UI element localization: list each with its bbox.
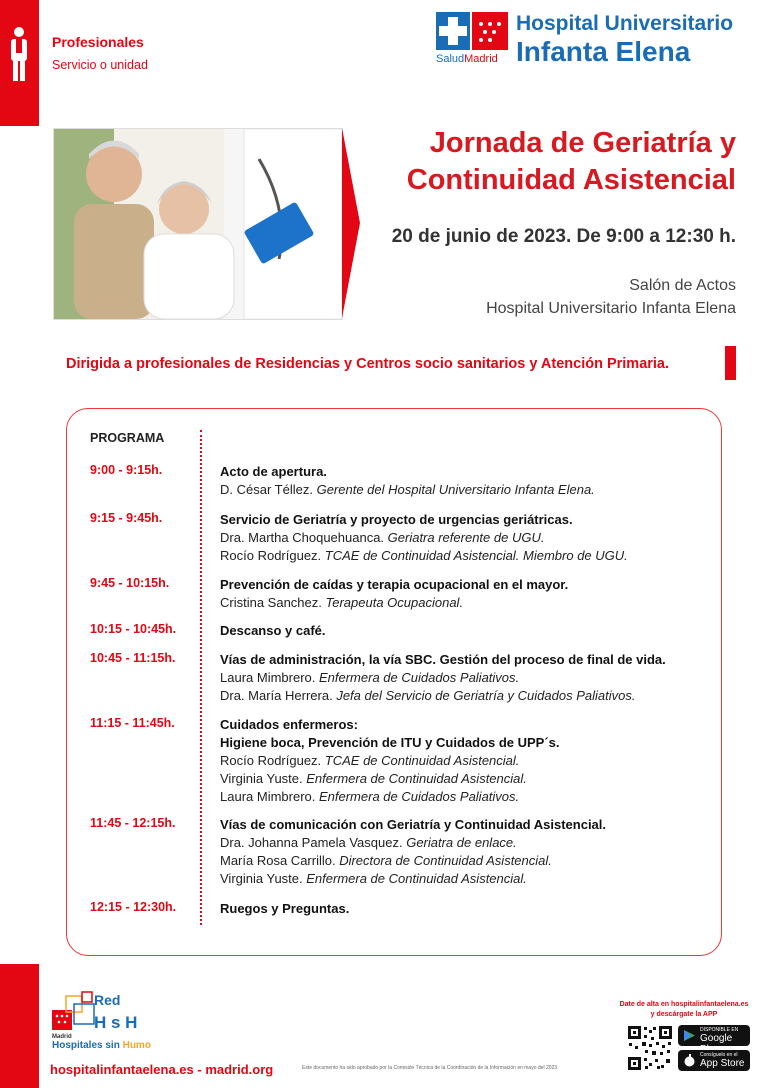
target-audience: Dirigida a profesionales de Residencias y Centros socio sanitarios y Atención Primaria. bbox=[66, 356, 670, 372]
program-item-title: Ruegos y Preguntas. bbox=[220, 901, 350, 916]
speaker-role: Enfermera de Continuidad Asistencial. bbox=[306, 871, 527, 886]
audience-marker bbox=[725, 346, 736, 380]
program-speaker bbox=[220, 529, 628, 547]
speaker-role: Gerente del Hospital Universitario Infanta Elena. bbox=[316, 482, 595, 497]
program-item-content bbox=[220, 576, 568, 612]
google-play-large-text: Google bbox=[700, 1033, 733, 1044]
speaker-name: María Rosa Carrillo. bbox=[220, 853, 340, 868]
app-store-badge[interactable] bbox=[678, 1050, 750, 1071]
program-item-title: Descanso y café. bbox=[220, 623, 326, 638]
program-heading: PROGRAMA bbox=[90, 431, 165, 445]
bottom-red-bar bbox=[0, 964, 39, 1088]
hospitales-sin-humo-logo-icon bbox=[52, 990, 172, 1050]
speaker-name: Rocío Rodríguez. bbox=[220, 753, 325, 768]
program-item-content bbox=[220, 511, 628, 565]
program-speaker bbox=[220, 481, 595, 499]
speaker-role: Enfermera de Cuidados Paliativos. bbox=[318, 789, 520, 804]
program-item-title: Vías de comunicación con Geriatría y Continuidad Asistencial. bbox=[220, 817, 607, 832]
program-speaker bbox=[220, 669, 666, 687]
footer-logo-madrid-text: Madrid bbox=[52, 1034, 72, 1040]
program-item-time: 9:00 - 9:15h. bbox=[90, 463, 163, 477]
speaker-name: Rocío Rodríguez. bbox=[220, 548, 325, 563]
program-speaker bbox=[220, 788, 560, 806]
footer-approval-note: Este documento ha sido aprobado por la Comisión Técnica de la Coordinación de la Información en mayo del 2023 bbox=[302, 1065, 558, 1071]
speaker-name: Dra. Johanna Pamela Vasquez. bbox=[220, 835, 407, 850]
program-item-subtitle: Higiene boca, Prevención de ITU y Cuidados de UPP´s. bbox=[220, 735, 560, 750]
google-play-small-text: DISPONIBLE EN bbox=[700, 1027, 739, 1033]
app-store-large-text: App Store bbox=[700, 1058, 745, 1069]
program-divider bbox=[200, 430, 202, 925]
speaker-role: Enfermera de Cuidados Paliativos. bbox=[318, 670, 520, 685]
program-item-time: 11:15 - 11:45h. bbox=[90, 716, 175, 730]
program-speaker bbox=[220, 834, 606, 852]
event-venue-hospital: Hospital Universitario Infanta Elena bbox=[486, 300, 736, 317]
speaker-name: Dra. Martha Choquehuanca. bbox=[220, 530, 388, 545]
event-venue-room: Salón de Actos bbox=[629, 277, 736, 294]
program-item-content bbox=[220, 816, 606, 888]
event-photo bbox=[53, 128, 343, 320]
program-item-time: 9:15 - 9:45h. bbox=[90, 511, 163, 525]
program-item-content bbox=[220, 716, 560, 806]
speaker-name: D. César Téllez. bbox=[220, 482, 317, 497]
salud-madrid-logo-icon bbox=[436, 12, 508, 52]
qr-code-icon[interactable] bbox=[627, 1025, 673, 1071]
program-item-time: 11:45 - 12:15h. bbox=[90, 816, 176, 830]
program-speaker bbox=[220, 687, 666, 705]
audience-category: Profesionales bbox=[52, 34, 144, 50]
speaker-name: Dra. María Herrera. bbox=[220, 688, 337, 703]
footer-website-link[interactable]: hospitalinfantaelena.es - madrid.org bbox=[50, 1062, 274, 1077]
hospital-logo-line2: Infanta Elena bbox=[516, 36, 691, 67]
hospital-logo-line1: Hospital Universitario bbox=[516, 12, 734, 35]
program-item-time: 10:45 - 11:15h. bbox=[90, 651, 176, 665]
speaker-name: Laura Mimbrero. bbox=[220, 789, 319, 804]
program-item-time: 9:45 - 10:15h. bbox=[90, 576, 170, 590]
professional-person-icon bbox=[8, 26, 30, 82]
speaker-role: Terapeuta Ocupacional. bbox=[325, 595, 464, 610]
program-item-content bbox=[220, 622, 326, 640]
program-item-title: Servicio de Geriatría y proyecto de urgencias geriátricas. bbox=[220, 512, 573, 527]
speaker-role: Geriatra referente de UGU. bbox=[387, 530, 545, 545]
google-play-icon bbox=[683, 1029, 696, 1042]
program-speaker bbox=[220, 852, 606, 870]
program-speaker bbox=[220, 770, 560, 788]
app-store-small-text: Consíguelo en el bbox=[700, 1052, 738, 1058]
speaker-role: TCAE de Continuidad Asistencial. bbox=[324, 753, 520, 768]
speaker-name: Virginia Yuste. bbox=[220, 871, 307, 886]
program-item-content bbox=[220, 651, 666, 705]
program-item-title: Prevención de caídas y terapia ocupacional en el mayor. bbox=[220, 577, 569, 592]
event-title: Jornada de Geriatría y Continuidad Asistencial bbox=[406, 127, 736, 196]
title-arrow-marker bbox=[342, 128, 360, 318]
audience-subcategory: Servicio o unidad bbox=[52, 58, 148, 72]
speaker-role: TCAE de Continuidad Asistencial. Miembro de UGU. bbox=[324, 548, 628, 563]
program-item-time: 12:15 - 12:30h. bbox=[90, 900, 177, 914]
program-item-content bbox=[220, 463, 595, 499]
apple-icon bbox=[683, 1054, 696, 1067]
footer-logo-hsh-text: H s H bbox=[94, 1013, 138, 1032]
program-item-title: Vías de administración, la vía SBC. Gestión del proceso de final de vida. bbox=[220, 652, 666, 667]
event-date: 20 de junio de 2023. De 9:00 a 12:30 h. bbox=[391, 226, 736, 247]
program-item-title: Cuidados enfermeros: bbox=[220, 717, 358, 732]
footer-logo-slogan: Hospitales sin Humo bbox=[52, 1040, 151, 1050]
speaker-role: Enfermera de Continuidad Asistencial. bbox=[306, 771, 527, 786]
speaker-name: Cristina Sanchez. bbox=[220, 595, 326, 610]
speaker-role: Geriatra de enlace. bbox=[406, 835, 517, 850]
salud-madrid-label: SaludMadrid bbox=[436, 53, 498, 65]
program-item-content bbox=[220, 900, 349, 918]
app-download-text: Date de alta en hospitalinfantaelena.es y descárgate la APP bbox=[619, 1001, 749, 1018]
speaker-name: Laura Mimbrero. bbox=[220, 670, 319, 685]
speaker-role: Jefa del Servicio de Geriatría y Cuidados Paliativos. bbox=[336, 688, 636, 703]
google-play-badge[interactable] bbox=[678, 1025, 750, 1046]
speaker-role: Directora de Continuidad Asistencial. bbox=[339, 853, 552, 868]
footer-logo-red-text: Red bbox=[94, 992, 121, 1008]
program-speaker bbox=[220, 752, 560, 770]
program-item-title: Acto de apertura. bbox=[220, 464, 327, 479]
program-speaker bbox=[220, 547, 628, 565]
program-item-time: 10:15 - 10:45h. bbox=[90, 622, 177, 636]
program-speaker bbox=[220, 594, 568, 612]
speaker-name: Virginia Yuste. bbox=[220, 771, 307, 786]
program-speaker bbox=[220, 870, 606, 888]
